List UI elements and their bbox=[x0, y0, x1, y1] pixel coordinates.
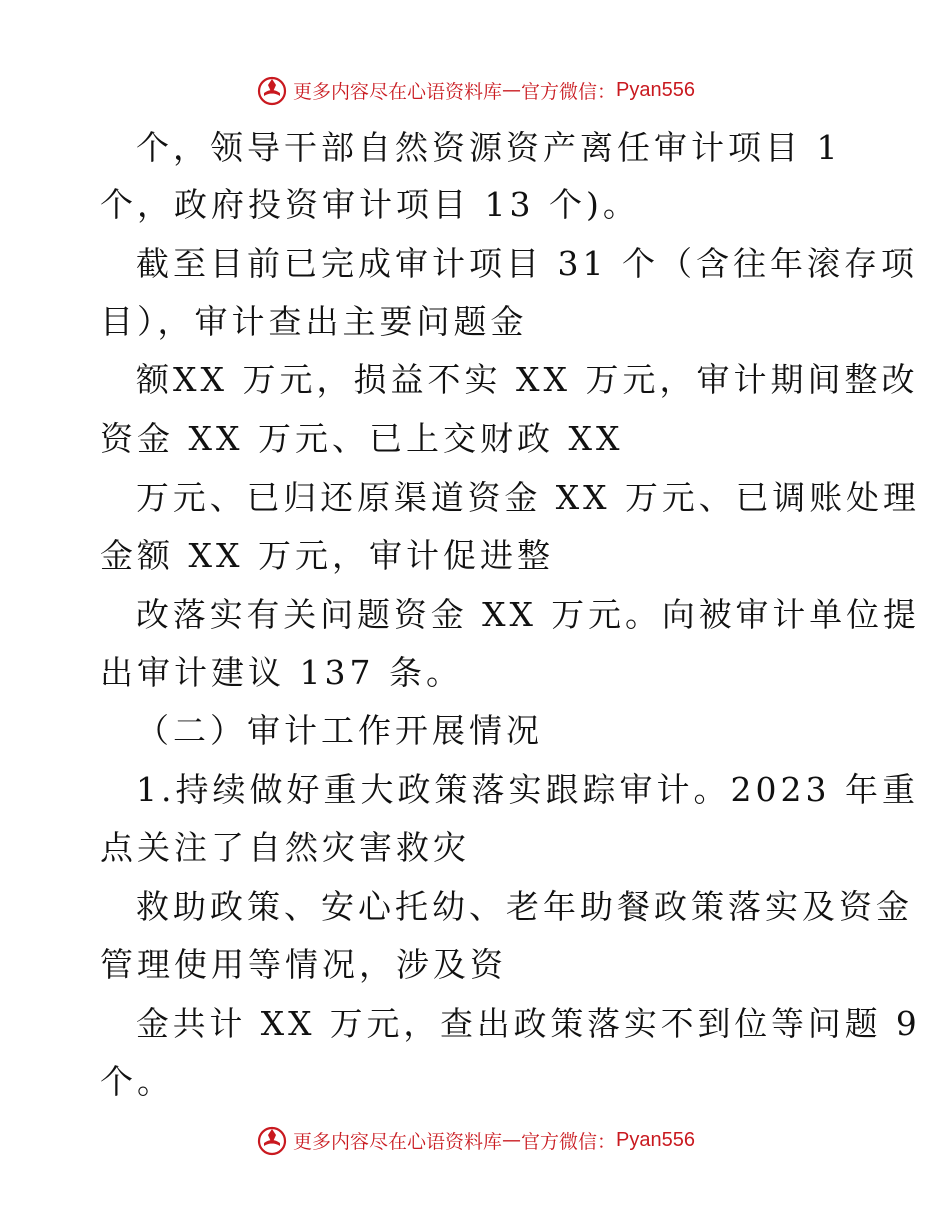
text-line: 目），审计查出主要问题金 bbox=[100, 302, 528, 341]
text-line: 管理使用等情况，涉及资 bbox=[100, 945, 507, 984]
text-line: 个，政府投资审计项目 13 个)。 bbox=[100, 185, 640, 224]
book-pen-logo-icon bbox=[255, 1123, 289, 1157]
banner-dash: — bbox=[502, 1129, 522, 1151]
banner-dash: — bbox=[502, 79, 522, 101]
text-line: 1.持续做好重大政策落实跟踪审计。2023 年重 bbox=[136, 770, 919, 809]
text-line: 出审计建议 137 条。 bbox=[100, 653, 463, 692]
text-line: 金额 XX 万元，审计促进整 bbox=[100, 536, 554, 575]
text-line: 改落实有关问题资金 XX 万元。向被审计单位提 bbox=[136, 595, 920, 634]
text-line: 点关注了自然灾害救灾 bbox=[100, 828, 470, 867]
footer-banner bbox=[0, 1120, 950, 1160]
text-line: 个，领导干部自然资源资产离任审计项目 1 bbox=[136, 128, 842, 167]
banner-wechat-label: 官方微信： bbox=[521, 1130, 617, 1153]
banner-promo-text: 更多内容尽在心语资料库 bbox=[293, 80, 503, 103]
text-line: 个。 bbox=[100, 1062, 174, 1101]
banner-wechat-label: 官方微信： bbox=[521, 80, 617, 103]
banner-promo-text: 更多内容尽在心语资料库 bbox=[293, 1130, 503, 1153]
text-line: 金共计 XX 万元，查出政策落实不到位等问题 9 bbox=[136, 1004, 921, 1043]
text-line: 资金 XX 万元、已上交财政 XX bbox=[100, 419, 624, 458]
text-line: 救助政策、安心托幼、老年助餐政策落实及资金 bbox=[136, 887, 913, 926]
text-line: 额XX 万元，损益不实 XX 万元，审计期间整改 bbox=[136, 360, 919, 399]
section-heading: （二）审计工作开展情况 bbox=[136, 711, 543, 750]
text-line: 截至目前已完成审计项目 31 个（含往年滚存项 bbox=[136, 244, 918, 283]
text-line: 万元、已归还原渠道资金 XX 万元、已调账处理 bbox=[136, 478, 920, 517]
banner-wechat-account: Pyan556 bbox=[616, 78, 695, 101]
banner-wechat-account: Pyan556 bbox=[616, 1128, 695, 1151]
